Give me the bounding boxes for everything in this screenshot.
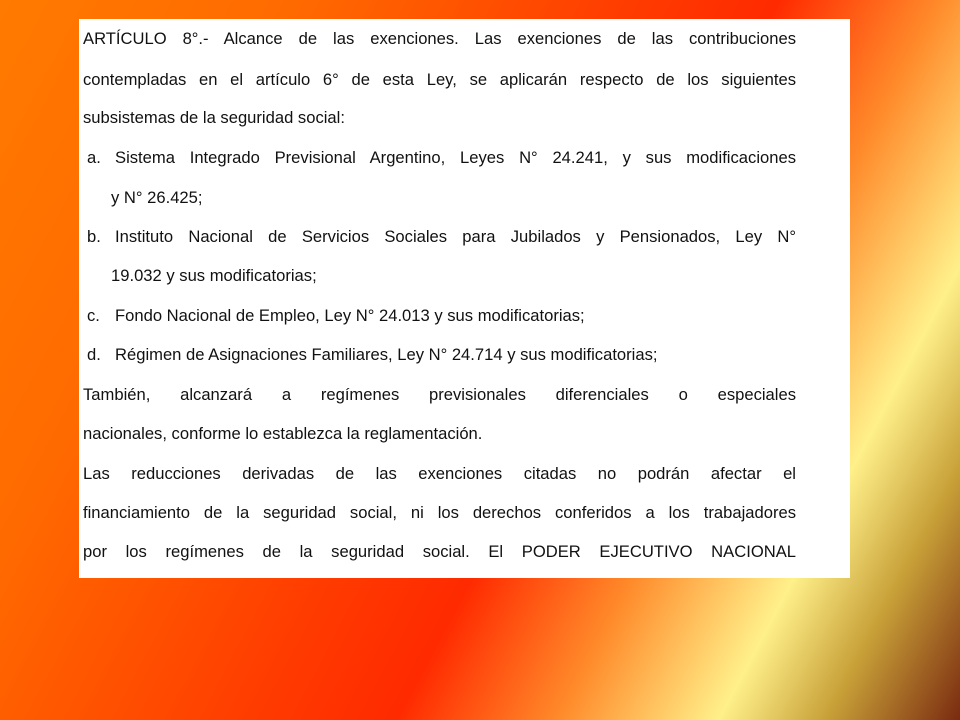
- paragraph-line: ARTÍCULO 8°.- Alcance de las exenciones. Las exenciones de las contribuciones: [83, 29, 796, 48]
- list-item-b: [83, 227, 796, 247]
- paragraph-line: financiamiento de la seguridad social, ni los derechos conferidos a los trabajadores: [83, 503, 796, 522]
- list-item-d: [83, 345, 796, 365]
- paragraph-line: También, alcanzará a regímenes previsionales diferenciales o especiales: [83, 385, 796, 404]
- list-item-label: d.: [87, 345, 101, 364]
- paragraph-line: nacionales, conforme lo establezca la reglamentación.: [83, 424, 483, 443]
- list-item-label: b.: [87, 227, 101, 246]
- list-item-a: [83, 148, 796, 168]
- list-item-label: c.: [87, 306, 100, 325]
- list-item-continuation: 19.032 y sus modificatorias;: [111, 266, 317, 285]
- list-item-text: Instituto Nacional de Servicios Sociales para Jubilados y Pensionados, Ley N°: [115, 227, 796, 246]
- paragraph-line: por los regímenes de la seguridad social. El PODER EJECUTIVO NACIONAL: [83, 542, 796, 561]
- list-item-c: [83, 306, 796, 326]
- list-item-text: Régimen de Asignaciones Familiares, Ley N° 24.714 y sus modificatorias;: [115, 345, 658, 364]
- paragraph-line: contempladas en el artículo 6° de esta Ley, se aplicarán respecto de los siguientes: [83, 70, 796, 89]
- list-item-text: Fondo Nacional de Empleo, Ley N° 24.013 y sus modificatorias;: [115, 306, 585, 325]
- list-item-label: a.: [87, 148, 101, 167]
- paragraph-line: Las reducciones derivadas de las exenciones citadas no podrán afectar el: [83, 464, 796, 483]
- document-page: [79, 19, 850, 578]
- list-item-continuation: y N° 26.425;: [111, 188, 203, 207]
- paragraph-line: subsistemas de la seguridad social:: [83, 108, 345, 127]
- list-item-text: Sistema Integrado Previsional Argentino, Leyes N° 24.241, y sus modificaciones: [115, 148, 796, 167]
